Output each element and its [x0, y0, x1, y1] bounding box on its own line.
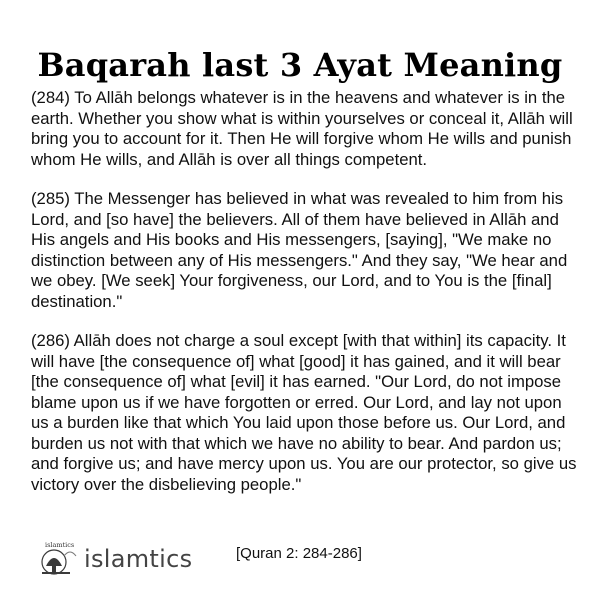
verse-284: (284) To Allāh belongs whatever is in the heavens and whatever is in the earth. Whether you show what is within yourselves or conceal it, Allāh will bring you to account for it. Then He will forgive whom He wills and punish whom He wills, and Allāh is over all things competent.	[31, 88, 573, 169]
verses-body	[31, 88, 579, 514]
logo-wordmark: islamtics	[84, 545, 193, 573]
page-title: Baqarah last 3 Ayat Meaning	[37, 46, 563, 85]
verse-286: (286) Allāh does not charge a soul except [with that within] its capacity. It will have [the consequence of] what [good] it has gained, and it will bear [the consequence of] what [evil] it has earned. "Our Lord, do not impose blame upon us if we have forgotten or erred. Our Lord, and lay not upon us a burden like that which You laid upon those before us. Our Lord, and burden us not with that which we have no ability to bear. And pardon us; and forgive us; and have mercy upon us. You are our protector, so give us victory over the disbelieving people."	[31, 331, 577, 494]
islamtics-logo	[40, 540, 200, 580]
verse-285: (285) The Messenger has believed in what was revealed to him from his Lord, and [so have] the believers. All of them have believed in Allāh and His angels and His books and His messengers, [saying], "We make no distinction between any of His messengers." And they say, "We hear and we obey. [We seek] Your forgiveness, our Lord, and to You is the [final] destination."	[31, 189, 568, 311]
logo-badge-label: islamtics	[45, 541, 75, 549]
logo-badge-icon	[40, 540, 82, 580]
quran-citation: [Quran 2: 284-286]	[236, 545, 362, 562]
